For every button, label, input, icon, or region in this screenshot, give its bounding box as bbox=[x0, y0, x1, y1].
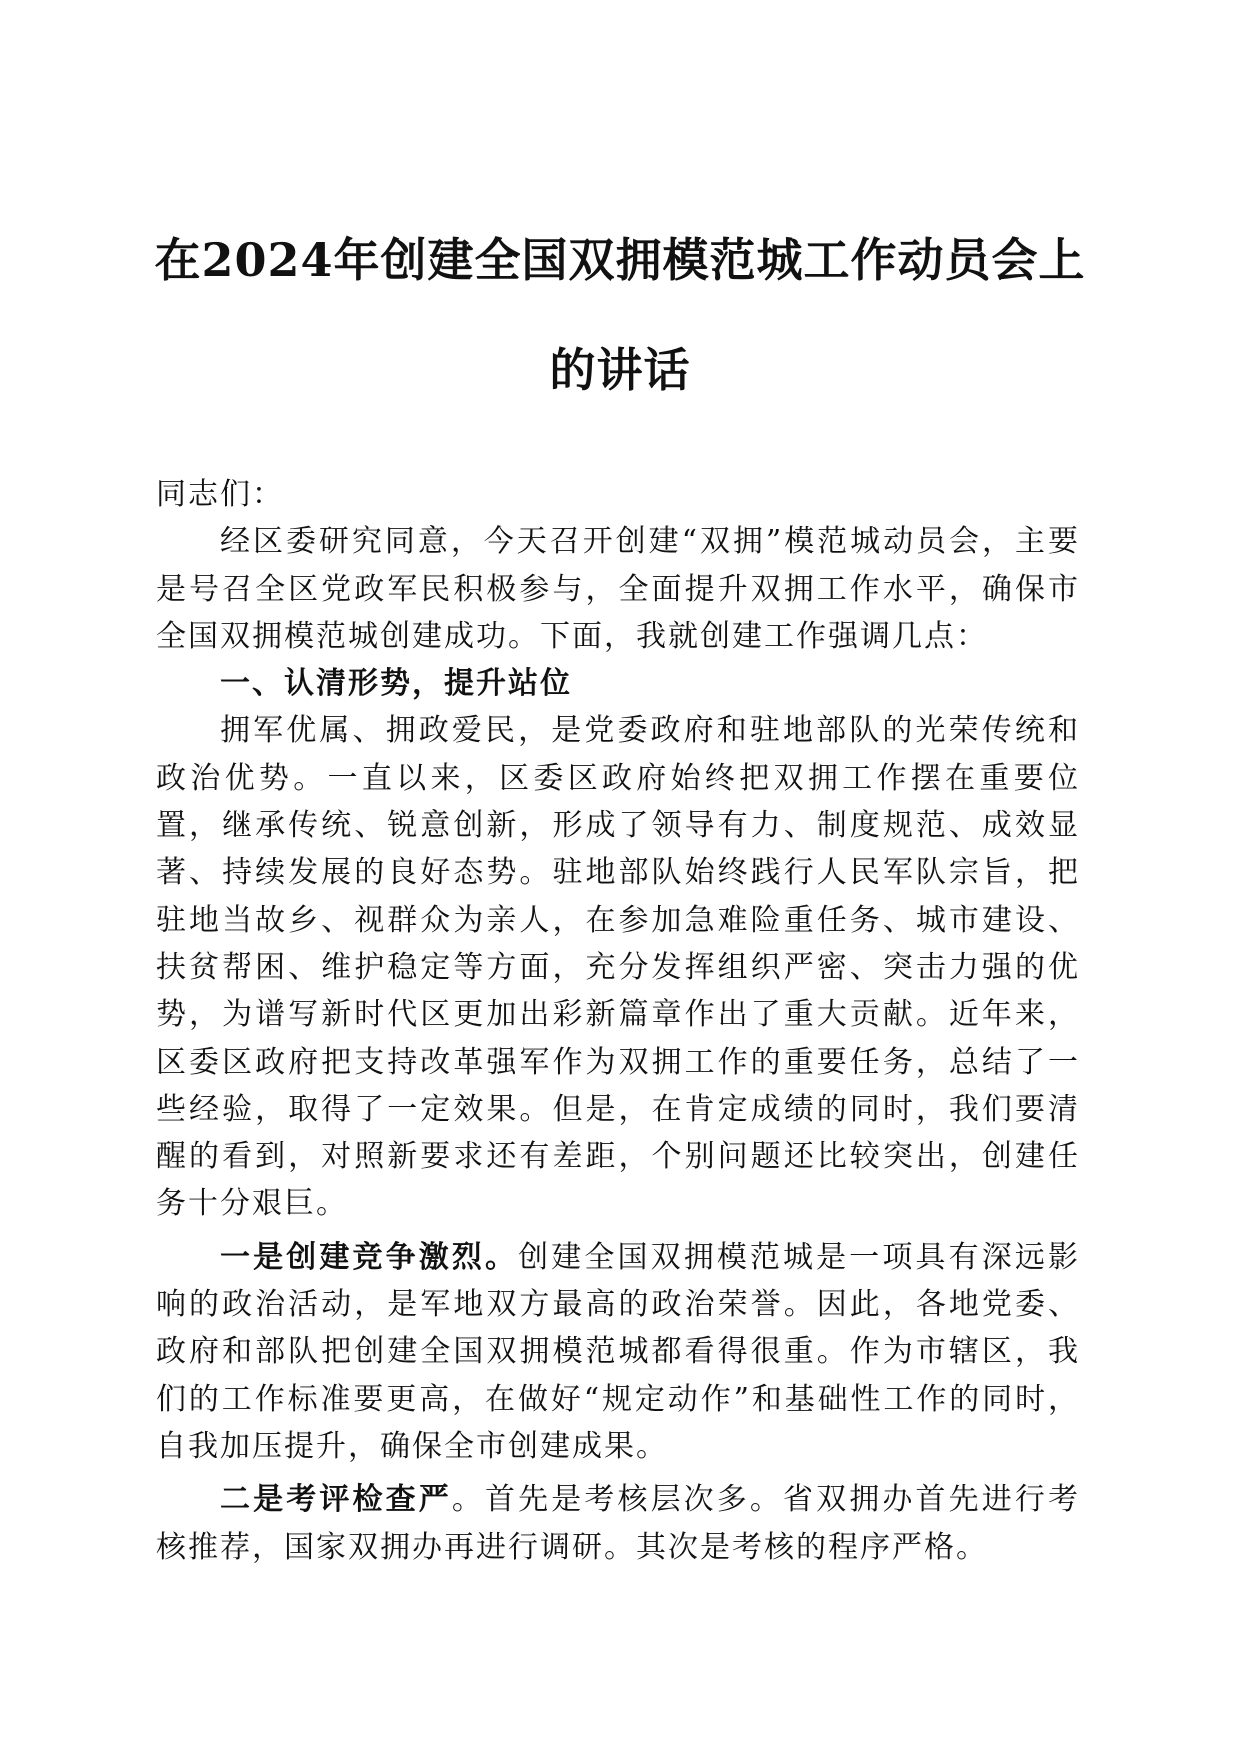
salutation: 同志们： bbox=[156, 477, 284, 512]
document-body bbox=[156, 471, 1080, 1571]
point-1-paragraph bbox=[156, 1234, 1080, 1470]
section-1-heading: 一、认清形势，提升站位 bbox=[220, 666, 572, 702]
point-1-text: 创建全国双拥模范城是一项具有深远影响的政治活动，是军地双方最高的政治荣誉。因此，各地党委、政府和部队把创建全国双拥模范城都看得很重。作为市辖区，我们的工作标准要更高，在做好“规定动作”和基础性工作的同时，自我加压提升，确保全市创建成果。 bbox=[156, 1239, 1081, 1464]
point-1-lead: 一是创建竞争激烈。 bbox=[220, 1239, 519, 1275]
document-title-line-2: 的讲话 bbox=[549, 343, 691, 397]
point-2-lead: 二是考评检查严 bbox=[220, 1482, 452, 1518]
document-title-line-1: 在2024年创建全国双拥模范城工作动员会上 bbox=[154, 233, 1086, 287]
point-2-text: 。首先是考核层次多。省双拥办首先进行考核推荐，国家双拥办再进行调研。其次是考核的程序严格。 bbox=[156, 1482, 1081, 1565]
intro-paragraph: 经区委研究同意，今天召开创建“双拥”模范城动员会，主要是号召全区党政军民积极参与，全面提升双拥工作水平，确保市全国双拥模范城创建成功。下面，我就创建工作强调几点： bbox=[156, 524, 1080, 654]
section-1-paragraph: 拥军优属、拥政爱民，是党委政府和驻地部队的光荣传统和政治优势。一直以来，区委区政府始终把双拥工作摆在重要位置，继承传统、锐意创新，形成了领导有力、制度规范、成效显著、持续发展的良好态势。驻地部队始终践行人民军队宗旨，把驻地当故乡、视群众为亲人，在参加急难险重任务、城市建设、扶贫帮困、维护稳定等方面，充分发挥组织严密、突击力强的优势，为谱写新时代区更加出彩新篇章作出了重大贡献。近年来，区委区政府把支持改革强军作为双拥工作的重要任务，总结了一些经验，取得了一定效果。但是，在肯定成绩的同时，我们要清醒的看到，对照新要求还有差距，个别问题还比较突出，创建任务十分艰巨。 bbox=[156, 713, 1080, 1222]
point-2-paragraph bbox=[156, 1476, 1080, 1571]
